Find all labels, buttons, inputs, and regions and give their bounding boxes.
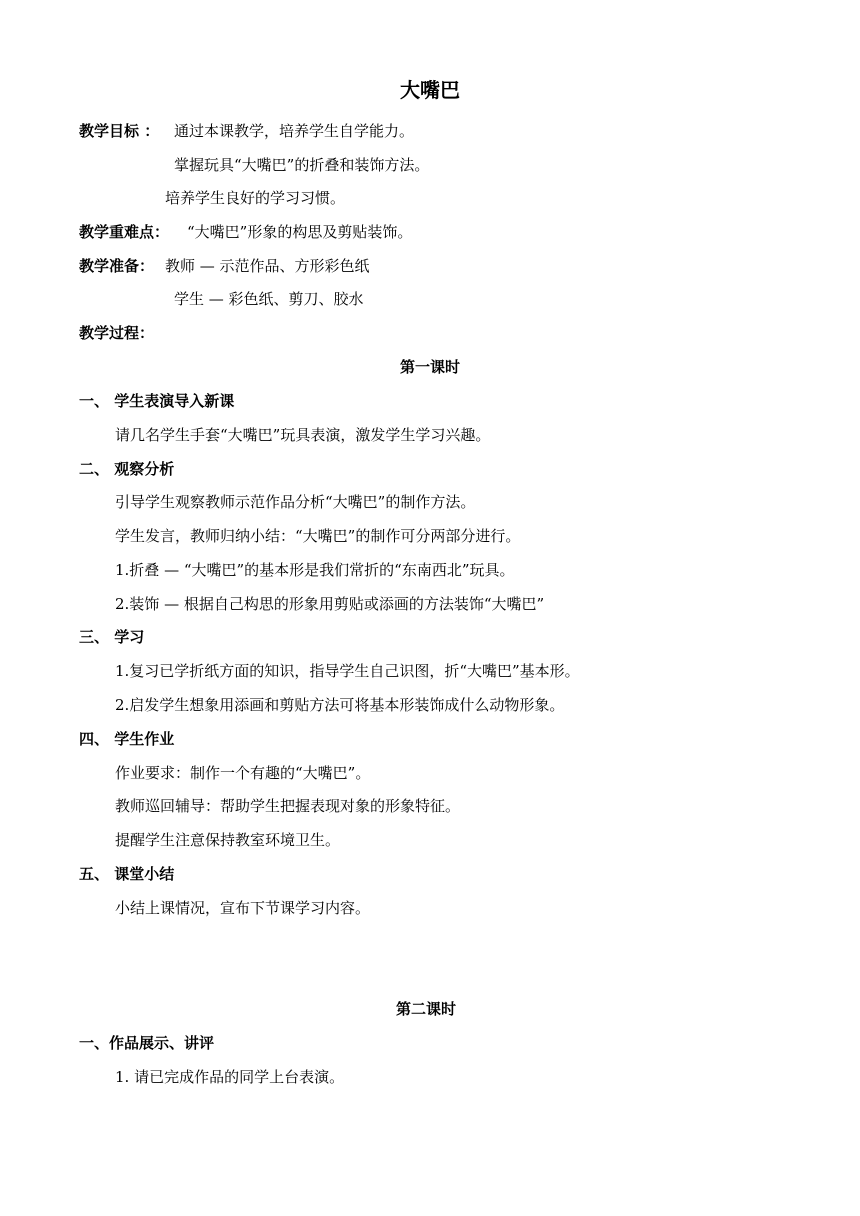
preparation-line: 学生 — 彩色纸、剪刀、胶水 <box>174 290 364 308</box>
section-heading: 三、 学习 <box>79 628 145 646</box>
key-points-text: “大嘴巴”形象的构思及剪贴装饰。 <box>187 223 413 241</box>
section-item: 请几名学生手套“大嘴巴”玩具表演，激发学生学习兴趣。 <box>115 426 491 444</box>
document-title: 大嘴巴 <box>400 78 460 102</box>
section-heading: 一、作品展示、讲评 <box>79 1034 215 1052</box>
preparation-line: 教师 — 示范作品、方形彩色纸 <box>165 257 370 275</box>
section-item: 2.装饰 — 根据自己构思的形象用剪贴或添画的方法装饰“大嘴巴” <box>115 595 545 613</box>
section-item: 1. 请已完成作品的同学上台表演。 <box>115 1068 345 1086</box>
key-points-label: 教学重难点： <box>79 223 170 241</box>
section-item: 小结上课情况，宣布下节课学习内容。 <box>115 899 371 917</box>
section-heading: 二、 观察分析 <box>79 460 175 478</box>
section-item: 引导学生观察教师示范作品分析“大嘴巴”的制作方法。 <box>115 493 476 511</box>
preparation-label: 教学准备： <box>79 257 155 275</box>
objective-line: 通过本课教学，培养学生自学能力。 <box>174 122 415 140</box>
process-label: 教学过程： <box>79 324 155 342</box>
objectives-label: 教学目标 ： <box>79 122 160 140</box>
lesson-heading: 第一课时 <box>399 358 460 376</box>
section-heading: 四、 学生作业 <box>79 730 175 748</box>
lesson-heading: 第二课时 <box>396 1000 457 1018</box>
section-heading: 五、 课堂小结 <box>79 865 175 883</box>
section-item: 教师巡回辅导：帮助学生把握表现对象的形象特征。 <box>115 797 461 815</box>
section-heading: 一、 学生表演导入新课 <box>79 392 235 410</box>
section-item: 1.折叠 — “大嘴巴”的基本形是我们常折的“东南西北”玩具。 <box>115 561 515 579</box>
objective-line: 掌握玩具“大嘴巴”的折叠和装饰方法。 <box>174 156 430 174</box>
section-item: 学生发言，教师归纳小结：“大嘴巴”的制作可分两部分进行。 <box>115 527 521 545</box>
section-item: 1.复习已学折纸方面的知识，指导学生自己识图，折“大嘴巴”基本形。 <box>115 662 580 680</box>
objective-line: 培养学生良好的学习习惯。 <box>165 189 346 207</box>
section-item: 作业要求：制作一个有趣的“大嘴巴”。 <box>115 764 371 782</box>
section-item: 2.启发学生想象用添画和剪贴方法可将基本形装饰成什么动物形象。 <box>115 696 565 714</box>
section-item: 提醒学生注意保持教室环境卫生。 <box>115 831 341 849</box>
